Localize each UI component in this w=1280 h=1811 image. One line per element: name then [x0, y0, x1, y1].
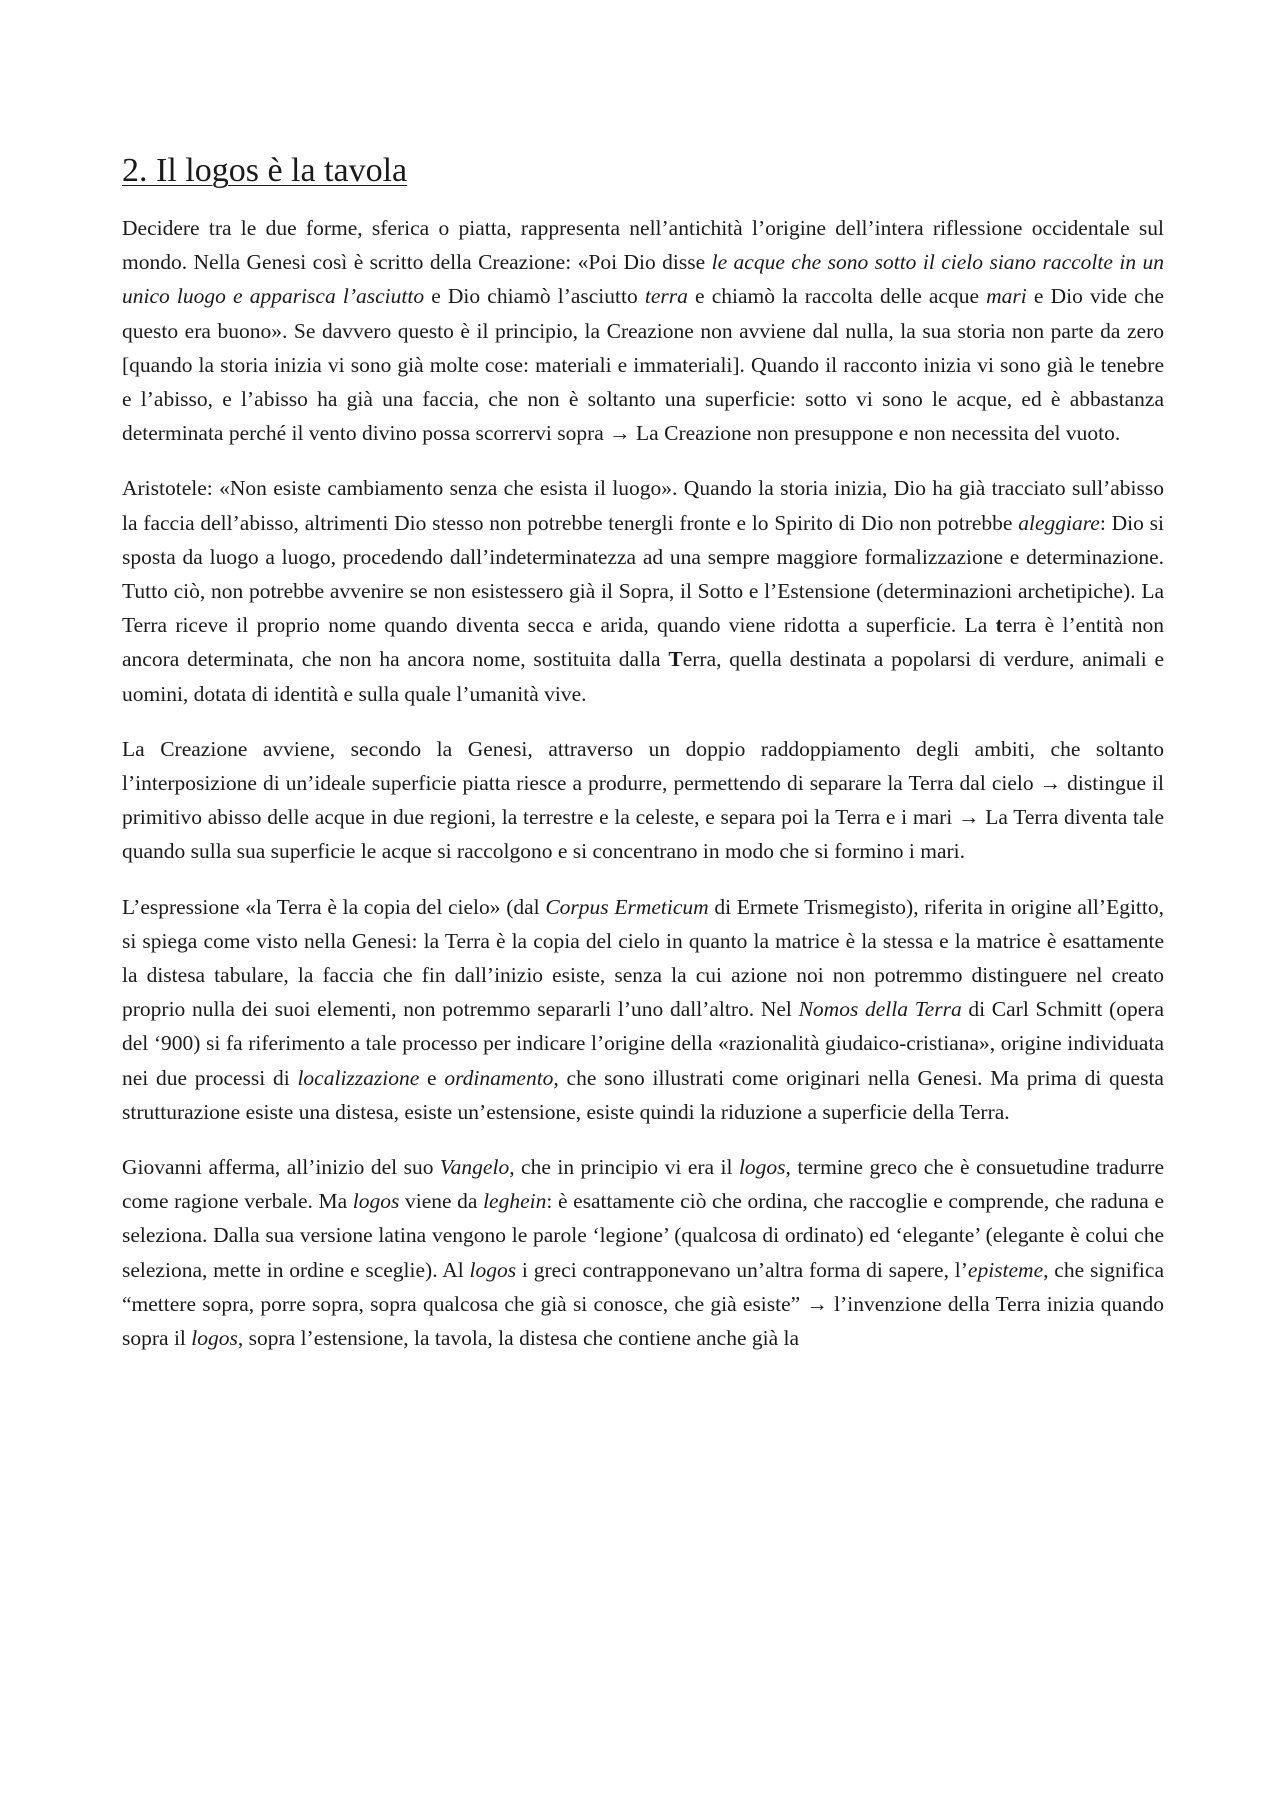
italic-text: leghein [483, 1189, 547, 1214]
paragraph-text: i greci contrapponevano un’altra forma di sapere, l’ [516, 1257, 968, 1282]
paragraph-text: e [419, 1065, 445, 1090]
paragraph-text: : è esattamente ciò che ordina, che raccoglie e comprende, che raduna e seleziona. Dalla sua versione latina vengono le parole ‘legione’ (qualcosa di ordinato) ed ‘elegante’ (elegante è colui che seleziona, mette in ordine e sceglie). Al [122, 1189, 1164, 1282]
paragraph-text: erra, quella destinata a popolarsi di verdure, animali e uomini, dotata di identità e sulla quale l’umanità vive. [122, 647, 1165, 706]
paragraph-text: viene da [399, 1189, 484, 1214]
paragraph-text: , che sono illustrati come originari nella Genesi. Ma prima di questa strutturazione esiste una distesa, esiste un’estensione, esiste quindi la riduzione a superficie della Terra. [122, 1065, 1164, 1124]
paragraph-text: Aristotele: «Non esiste cambiamento senza che esista il luogo». Quando la storia inizia, Dio ha già tracciato sull’abisso la faccia dell’abisso, altrimenti Dio stesso non potrebbe tenergli fronte e lo Spirito di Dio non potrebbe [122, 476, 1164, 535]
paragraph-text: di Carl Schmitt (opera del ‘900) si fa riferimento a tale processo per indicare l’origine della «razionalità giudaico-cristiana», origine individuata nei due processi di [122, 997, 1164, 1090]
body-paragraph [122, 1150, 1164, 1355]
italic-text: logos [469, 1257, 517, 1282]
document-body [122, 211, 1164, 1355]
italic-text: logos [352, 1189, 400, 1214]
bold-text: T [668, 647, 683, 672]
italic-text: ordinamento [444, 1065, 554, 1090]
paragraph-text: L’espressione «la Terra è la copia del cielo» (dal [122, 894, 546, 919]
italic-text: terra [644, 284, 688, 309]
italic-text: mari [986, 284, 1027, 309]
body-paragraph [122, 471, 1164, 710]
italic-text: Corpus Ermeticum [545, 894, 709, 919]
italic-text: le acque che sono sotto il cielo siano raccolte in un unico luogo e apparisca l’asciutto [122, 250, 1164, 309]
paragraph-text: , che significa “mettere sopra, porre sopra, sopra qualcosa che già si conosce, che già esiste” → l’invenzione della Terra inizia quando sopra il [122, 1257, 1164, 1351]
paragraph-text: e chiamò la raccolta delle acque [687, 284, 987, 309]
paragraph-text: , che in principio vi era il [509, 1155, 739, 1180]
paragraph-text: e Dio chiamò l’asciutto [424, 284, 645, 309]
paragraph-text: , sopra l’estensione, la tavola, la distesa che contiene anche già la [237, 1326, 800, 1351]
section-heading: 2. Il logos è la tavola [122, 152, 408, 189]
paragraph-text: di Ermete Trismegisto), riferita in origine all’Egitto, si spiega come visto nella Genesi: la Terra è la copia del cielo in quanto la matrice è la stessa e la matrice è esattamente la distesa tabulare, la faccia che fin dall’inizio esiste, senza la cui azione noi non potremmo distinguere nel creato proprio nulla dei suoi elementi, non potremmo separarli l’uno dall’altro. Nel [122, 894, 1164, 1022]
body-paragraph [122, 890, 1164, 1129]
italic-text: episteme [967, 1257, 1044, 1282]
paragraph-text: Giovanni afferma, all’inizio del suo [122, 1155, 440, 1180]
italic-text: logos [738, 1155, 786, 1180]
italic-text: aleggiare [1018, 510, 1100, 535]
paragraph-text: Decidere tra le due forme, sferica o piatta, rappresenta nell’antichità l’origine dell’intera riflessione occidentale sul mondo. Nella Genesi così è scritto della Creazione: «Poi Dio disse [122, 216, 1164, 275]
italic-text: Vangelo [439, 1155, 510, 1180]
italic-text: Nomos della Terra [798, 997, 962, 1022]
paragraph-text: : Dio si sposta da luogo a luogo, procedendo dall’indeterminatezza ad una sempre maggiore formalizzazione e determinazione. Tutto ciò, non potrebbe avvenire se non esistessero già il Sopra, il Sotto e l’Estensione (determinazioni archetipiche). La Terra riceve il proprio nome quando diventa secca e arida, quando viene ridotta a superficie. La [122, 510, 1164, 638]
italic-text: logos [191, 1326, 238, 1351]
bold-text: t [995, 613, 1003, 638]
body-paragraph [122, 211, 1164, 450]
body-paragraph [122, 732, 1164, 869]
document-page [122, 150, 1164, 1355]
paragraph-text: e Dio vide che questo era buono». Se davvero questo è il principio, la Creazione non avviene dal nulla, la sua storia non parte da zero [quando la storia inizia vi sono già molte cose: materiali e immateriali]. Quando il racconto inizia vi sono già le tenebre e l’abisso, e l’abisso ha già una faccia, che non è soltanto una superficie: sotto vi sono le acque, ed è abbastanza determinata perché il vento divino possa scorrervi sopra → La Creazione non presuppone e non necessita del vuoto. [122, 284, 1164, 446]
italic-text: localizzazione [297, 1065, 420, 1090]
paragraph-text: La Creazione avviene, secondo la Genesi, attraverso un doppio raddoppiamento degli ambiti, che soltanto l’interposizione di un’ideale superficie piatta riesce a produrre, permettendo di separare la Terra dal cielo → distingue il primitivo abisso delle acque in due regioni, la terrestre e la celeste, e separa poi la Terra e i mari → La Terra diventa tale quando sulla sua superficie le acque si raccolgono e si concentrano in modo che si formino i mari. [122, 736, 1164, 864]
paragraph-text: erra è l’entità non ancora determinata, che non ha ancora nome, sostituita dalla [122, 613, 1164, 672]
paragraph-text: , termine greco che è consuetudine tradurre come ragione verbale. Ma [122, 1155, 1164, 1214]
